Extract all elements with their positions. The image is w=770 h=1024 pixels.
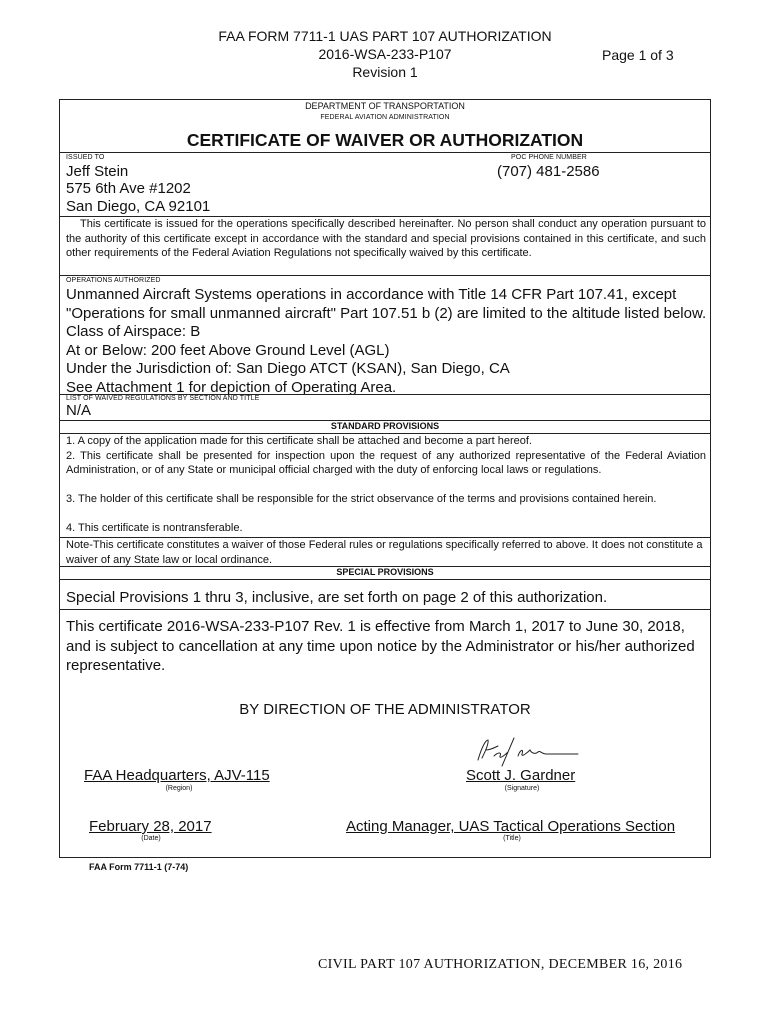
waived-regulations-value: N/A: [66, 402, 92, 419]
issue-date: February 28, 2017: [89, 818, 212, 835]
standard-provision-item: 2. This certificate shall be presented for inspection upon the request of any authorized representative of the Federal Aviation Administration, or of any State or municipal official charged with the duty of enforcing local laws or regulations.: [66, 449, 706, 476]
title-caption: (Title): [503, 835, 521, 842]
poc-phone: (707) 481-2586: [497, 163, 600, 180]
issued-to-label: ISSUED TO: [66, 154, 105, 161]
standard-provision-item: 4. This certificate is nontransferable.: [66, 522, 243, 534]
operations-line: Unmanned Aircraft Systems operations in accordance with Title 14 CFR Part 107.41, except: [66, 286, 677, 303]
divider: [59, 609, 711, 610]
operations-line: Class of Airspace: B: [66, 323, 201, 340]
special-provisions-text: Special Provisions 1 thru 3, inclusive, are set forth on page 2 of this authorization.: [66, 589, 608, 606]
waiver-note: Note-This certificate constitutes a waiver of those Federal rules or regulations specifically referred to above. It does not constitute a waiver of any State law or local ordinance.: [66, 539, 703, 566]
holder-name: Jeff Stein: [66, 163, 129, 180]
operations-line: At or Below: 200 feet Above Ground Level (AGL): [66, 341, 390, 359]
standard-provision-item: 3. The holder of this certificate shall be responsible for the strict observance of the terms and provisions contained herein.: [66, 493, 657, 505]
form-identifier: FAA Form 7711-1 (7-74): [89, 862, 189, 872]
signature-caption: (Signature): [504, 785, 540, 792]
certificate-intro: This certificate is issued for the operations specifically described hereinafter. No person shall conduct any operation pursuant to the authority of this certificate except in accordance with the standard and special provisions contained in this certificate, and such other requirements of the Federal Aviation Regulations not specifically waived by this certificate.: [66, 218, 706, 259]
header-revision: Revision 1: [352, 64, 418, 80]
page-footer: CIVIL PART 107 AUTHORIZATION, DECEMBER 16, 2016: [318, 957, 683, 972]
header-waiver-number: 2016-WSA-233-P107: [318, 46, 452, 62]
standard-provisions-heading: STANDARD PROVISIONS: [330, 421, 440, 431]
holder-address-line1: 575 6th Ave #1202: [66, 180, 191, 197]
divider: [59, 152, 711, 153]
date-caption: (Date): [141, 835, 161, 842]
operations-line: See Attachment 1 for depiction of Operating Area.: [66, 378, 397, 396]
operations-line: "Operations for small unmanned aircraft" Part 107.51 b (2) are limited to the altitude listed below.: [66, 304, 707, 322]
administration-name: FEDERAL AVIATION ADMINISTRATION: [320, 114, 450, 121]
department-name: DEPARTMENT OF TRANSPORTATION: [305, 101, 465, 111]
operations-line: Under the Jurisdiction of: San Diego ATCT (KSAN), San Diego, CA: [66, 360, 510, 377]
header-form-title: FAA FORM 7711-1 UAS PART 107 AUTHORIZATION: [218, 28, 552, 44]
region-caption: (Region): [165, 785, 193, 792]
signer-name: Scott J. Gardner: [466, 767, 576, 784]
operations-authorized-label: OPERATIONS AUTHORIZED: [66, 277, 161, 284]
poc-phone-label: POC PHONE NUMBER: [511, 154, 587, 161]
direction-statement: BY DIRECTION OF THE ADMINISTRATOR: [239, 701, 531, 718]
certificate-title: CERTIFICATE OF WAIVER OR AUTHORIZATION: [186, 130, 584, 150]
standard-provision-item: 1. A copy of the application made for this certificate shall be attached and become a part hereof.: [66, 435, 532, 447]
signer-title: Acting Manager, UAS Tactical Operations Section: [346, 818, 676, 835]
special-provisions-heading: SPECIAL PROVISIONS: [336, 567, 434, 577]
waived-regulations-label: LIST OF WAIVED REGULATIONS BY SECTION AND TITLE: [66, 395, 260, 402]
handwritten-signature: [472, 734, 582, 768]
effective-period: This certificate 2016-WSA-233-P107 Rev. 1 is effective from March 1, 2017 to June 30, 2018, and is subject to cancellation at any time upon notice by the Administrator or his/her authorized representative.: [66, 618, 695, 674]
holder-address-line2: San Diego, CA 92101: [66, 198, 211, 215]
divider: [59, 579, 711, 580]
divider: [59, 275, 711, 276]
issuing-region: FAA Headquarters, AJV-115: [84, 767, 270, 784]
page-number: Page 1 of 3: [602, 47, 674, 63]
